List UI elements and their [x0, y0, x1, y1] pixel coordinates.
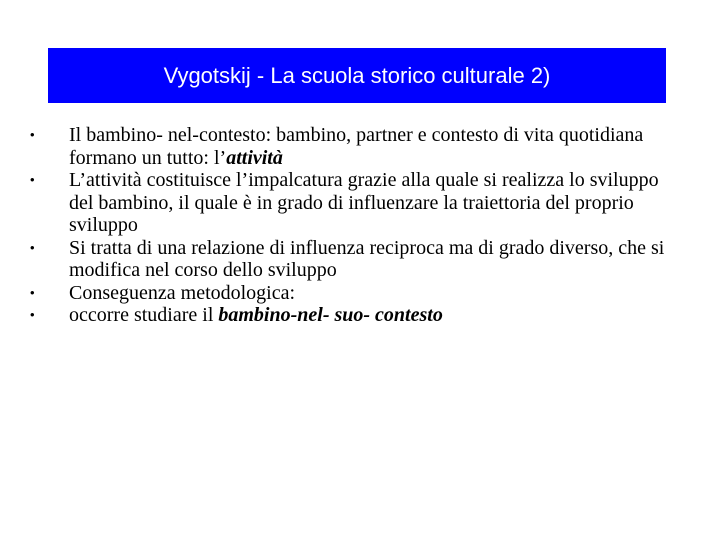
bullet-item	[26, 124, 686, 169]
bullet-plain-text: occorre studiare il	[69, 304, 219, 326]
bullet-icon: •	[30, 284, 35, 300]
slide-title: Vygotskij - La scuola storico culturale 2)	[163, 62, 551, 88]
bullet-item	[26, 282, 686, 305]
bullet-emphasis-text: attività	[226, 146, 283, 169]
title-banner	[48, 48, 666, 103]
bullet-plain-text: Il bambino- nel-contesto: bambino, partner e contesto di vita quotidiana formano un tutto: l’	[69, 124, 644, 169]
bullet-text: Conseguenza metodologica:	[69, 281, 296, 304]
bullet-icon: •	[30, 172, 35, 187]
bullet-item	[26, 169, 686, 237]
bullet-icon: •	[30, 307, 35, 322]
bullet-item	[26, 304, 686, 327]
bullet-text	[69, 124, 686, 169]
bullet-emphasis-text: bambino-nel- suo- contesto	[218, 304, 443, 326]
bullet-list	[26, 124, 686, 327]
bullet-text: Si tratta di una relazione di influenza reciproca ma di grado diverso, che si modifica nel corso dello sviluppo	[69, 236, 665, 281]
bullet-text	[69, 304, 686, 327]
bullet-icon: •	[30, 239, 35, 255]
bullet-icon: •	[30, 127, 35, 142]
bullet-text: L’attività costituisce l’impalcatura grazie alla quale si realizza lo sviluppo del bambino, il quale è in grado di influenzare la traiettoria del proprio sviluppo	[69, 169, 659, 236]
bullet-item	[26, 237, 686, 282]
